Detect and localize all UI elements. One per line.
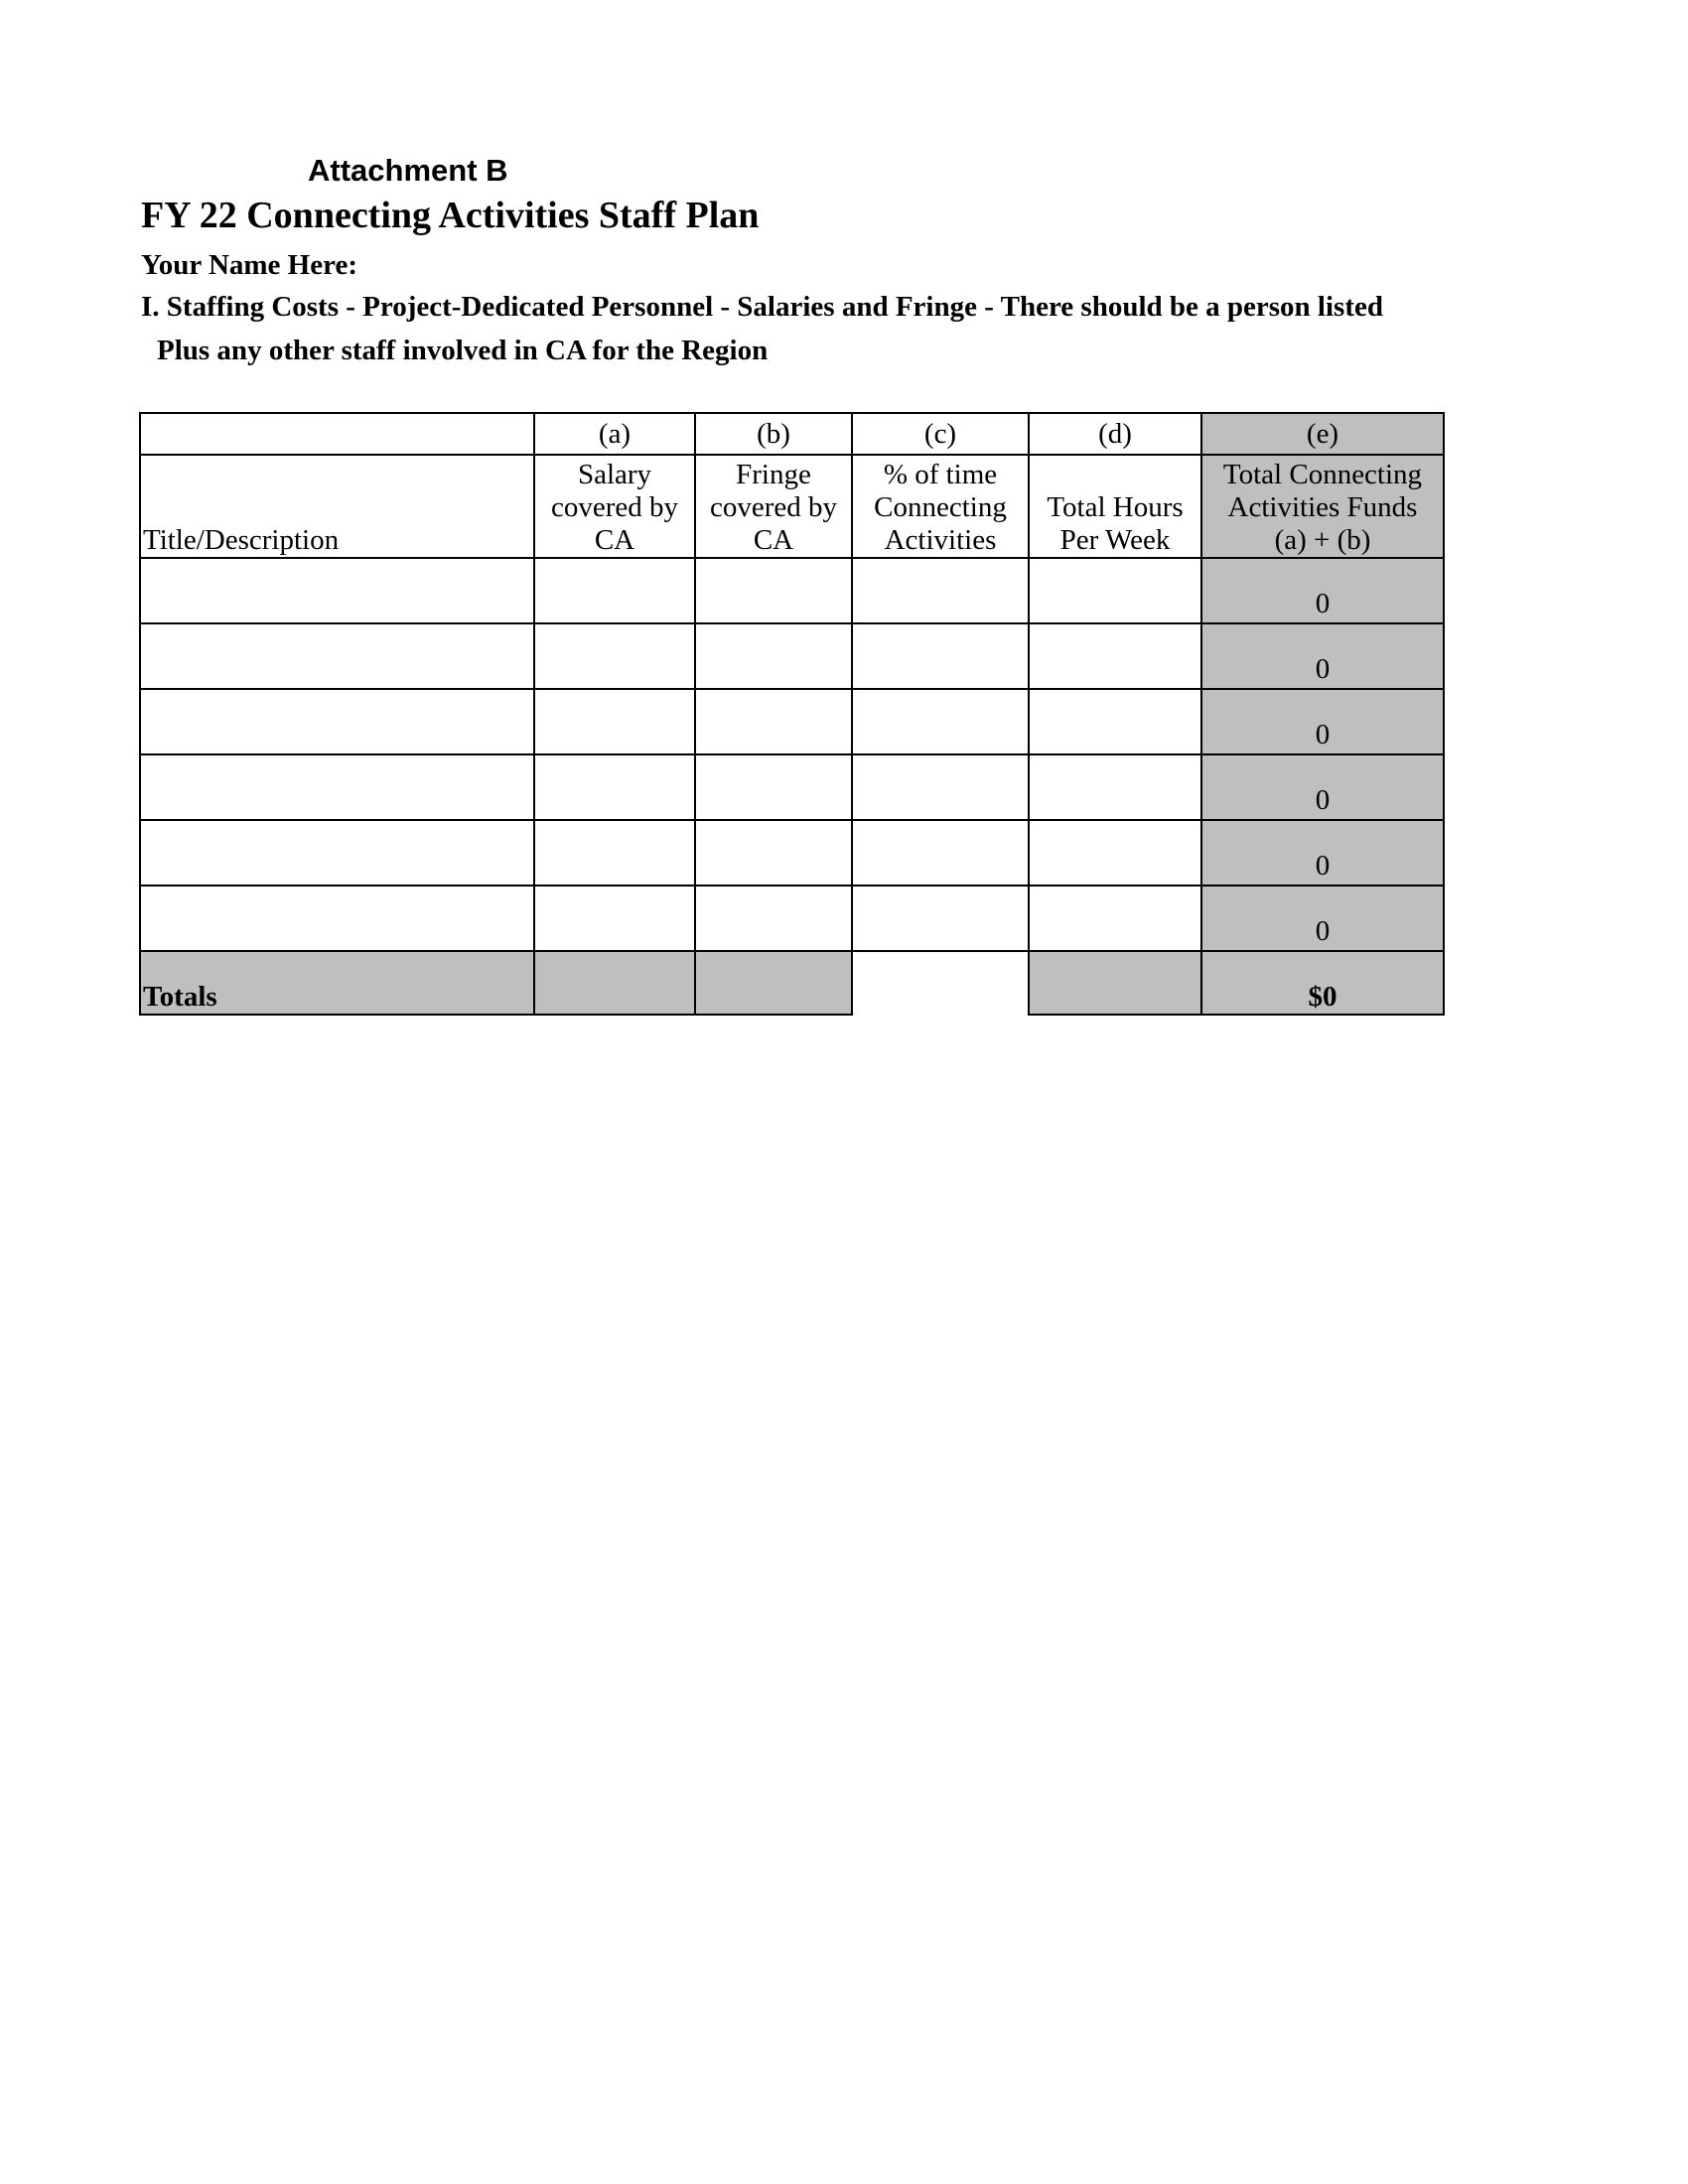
- hours-cell[interactable]: [1029, 623, 1201, 689]
- percent-time-cell[interactable]: [852, 558, 1029, 623]
- name-label: Your Name Here:: [141, 249, 357, 281]
- title-cell[interactable]: [140, 820, 534, 886]
- table-row: [140, 886, 1444, 951]
- column-letter: (b): [695, 413, 852, 455]
- totals-row: [140, 951, 1444, 1015]
- header-line: % of time: [883, 459, 998, 490]
- totals-salary-cell: [534, 951, 695, 1015]
- hours-cell[interactable]: [1029, 689, 1201, 754]
- totals-percent-blank: [852, 951, 1029, 1015]
- total-funds-cell: 0: [1201, 820, 1444, 886]
- table-row: [140, 623, 1444, 689]
- table-row: [140, 754, 1444, 820]
- hours-cell[interactable]: [1029, 754, 1201, 820]
- fringe-cell[interactable]: [695, 623, 852, 689]
- header-line: Per Week: [1059, 524, 1171, 556]
- salary-cell[interactable]: [534, 820, 695, 886]
- fringe-cell[interactable]: [695, 820, 852, 886]
- hours-cell[interactable]: [1029, 820, 1201, 886]
- salary-cell[interactable]: [534, 886, 695, 951]
- percent-time-cell[interactable]: [852, 623, 1029, 689]
- header-line: Title/Description: [143, 524, 340, 556]
- staff-plan-table: [139, 412, 1445, 1016]
- fringe-cell[interactable]: [695, 754, 852, 820]
- title-cell[interactable]: [140, 689, 534, 754]
- salary-cell[interactable]: [534, 689, 695, 754]
- header-line: covered by: [709, 491, 838, 523]
- totals-label: Totals: [140, 951, 534, 1015]
- salary-cell[interactable]: [534, 623, 695, 689]
- fringe-cell[interactable]: [695, 689, 852, 754]
- header-percent-time: [852, 455, 1029, 558]
- section-heading: I. Staffing Costs - Project-Dedicated Personnel - Salaries and Fringe - There should be a person listed: [141, 291, 1383, 323]
- header-salary: [534, 455, 695, 558]
- percent-time-cell[interactable]: [852, 820, 1029, 886]
- header-title-description: [140, 455, 534, 558]
- title-cell[interactable]: [140, 623, 534, 689]
- table-row: [140, 558, 1444, 623]
- header-line: Salary: [577, 459, 652, 490]
- salary-cell[interactable]: [534, 558, 695, 623]
- column-letter: (e): [1201, 413, 1444, 455]
- header-line: (a) + (b): [1274, 524, 1371, 556]
- section-subheading: Plus any other staff involved in CA for the Region: [157, 335, 769, 366]
- total-funds-cell: 0: [1201, 558, 1444, 623]
- total-funds-cell: 0: [1201, 689, 1444, 754]
- hours-cell[interactable]: [1029, 558, 1201, 623]
- hours-cell[interactable]: [1029, 886, 1201, 951]
- header-line: Fringe: [736, 459, 811, 490]
- title-cell[interactable]: [140, 558, 534, 623]
- column-letter: (d): [1029, 413, 1201, 455]
- fringe-cell[interactable]: [695, 558, 852, 623]
- column-letter-row: [140, 413, 1444, 455]
- total-funds-cell: 0: [1201, 623, 1444, 689]
- totals-fringe-cell: [695, 951, 852, 1015]
- percent-time-cell[interactable]: [852, 886, 1029, 951]
- attachment-label: Attachment B: [308, 153, 508, 188]
- header-line: Activities Funds: [1227, 491, 1418, 523]
- header-line: Total Hours: [1047, 491, 1184, 523]
- header-fringe: [695, 455, 852, 558]
- title-cell[interactable]: [140, 754, 534, 820]
- column-letter: (c): [852, 413, 1029, 455]
- column-header-row: [140, 455, 1444, 558]
- table-row: [140, 689, 1444, 754]
- header-line: Connecting: [874, 491, 1007, 523]
- header-line: Activities: [884, 524, 997, 556]
- total-funds-cell: 0: [1201, 754, 1444, 820]
- salary-cell[interactable]: [534, 754, 695, 820]
- totals-hours-cell: [1029, 951, 1201, 1015]
- table-row: [140, 820, 1444, 886]
- header-total-funds: [1201, 455, 1444, 558]
- fringe-cell[interactable]: [695, 886, 852, 951]
- column-letter: [140, 413, 534, 455]
- header-line: Total Connecting: [1222, 459, 1423, 490]
- page-title: FY 22 Connecting Activities Staff Plan: [141, 195, 760, 236]
- title-cell[interactable]: [140, 886, 534, 951]
- header-line: CA: [594, 524, 635, 556]
- header-line: covered by: [550, 491, 679, 523]
- percent-time-cell[interactable]: [852, 689, 1029, 754]
- header-line: CA: [753, 524, 794, 556]
- total-funds-cell: 0: [1201, 886, 1444, 951]
- header-total-hours: [1029, 455, 1201, 558]
- totals-funds-cell: $0: [1201, 951, 1444, 1015]
- column-letter: (a): [534, 413, 695, 455]
- percent-time-cell[interactable]: [852, 754, 1029, 820]
